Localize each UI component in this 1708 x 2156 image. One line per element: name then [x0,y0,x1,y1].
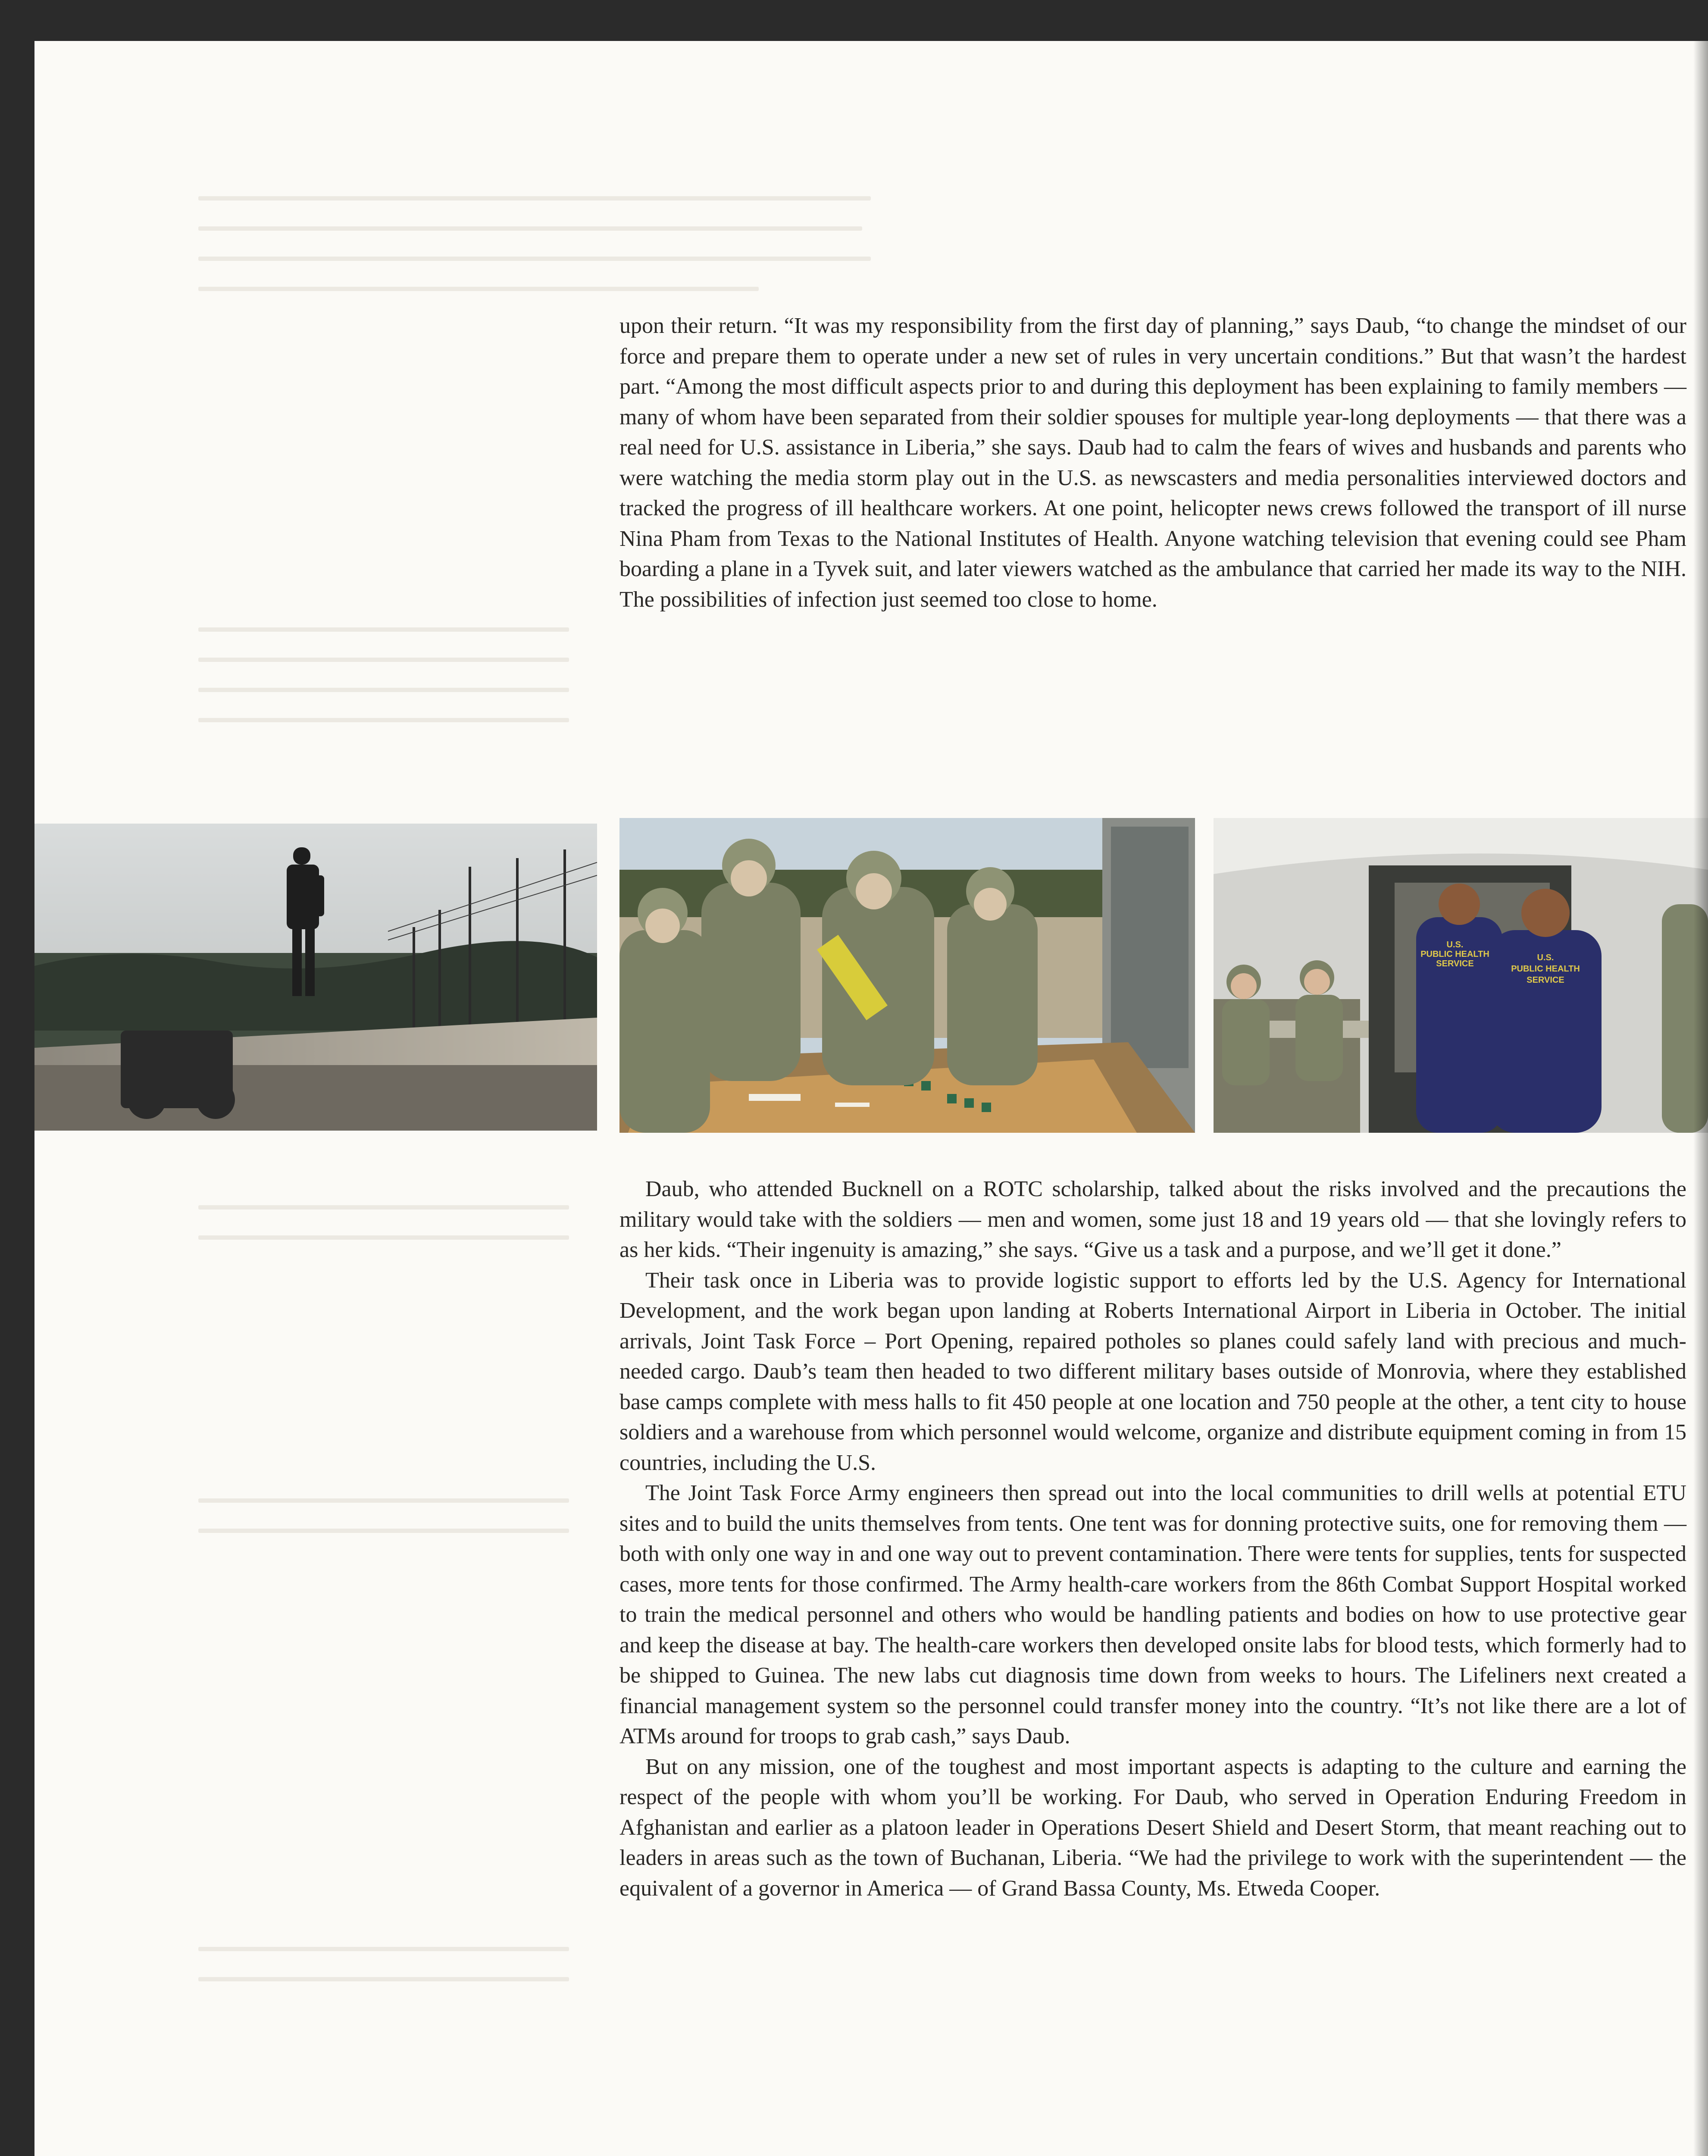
article-text-bottom [619,1174,1686,1904]
article-paragraph: Daub, who attended Bucknell on a ROTC scholarship, talked about the risks involved and the precautions the military would take with the soldiers — men and women, some just 18 and 19 years old — that she lovingly refers to as her kids. “Their ingenuity is amazing,” she says. “Give us a task and a purpose, and we’ll get it done.” [619,1177,1686,1262]
article-paragraph: The Joint Task Force Army engineers then spread out into the local communities to drill wells at potential ETU sites and to build the units themselves from tents. One tent was for donning protective suits, one for removing them — both with only one way in and one way out to prevent contamination. There were tents for supplies, tents for suspected cases, more tents for those confirmed. The Army health-care workers from the 86th Combat Support Hospital worked to train the medical personnel and others who would be handling patients and bodies on how to use protective gear and keep the disease at bay. The health-care workers then developed onsite labs for blood tests, which formerly had to be shipped to Guinea. The new labs cut diagnosis time down from weeks to hours. The Lifeliners next created a financial management system so the personnel could transfer money into the country. “It’s not like there are a lot of ATMs around for troops to grab cash,” says Daub. [619,1481,1686,1749]
svg-text:PUBLIC HEALTH: PUBLIC HEALTH [1420,950,1489,959]
svg-text:SERVICE: SERVICE [1436,959,1474,968]
svg-text:U.S.: U.S. [1446,940,1464,950]
article-paragraph: upon their return. “It was my responsibility from the first day of planning,” says Daub, “to change the mindset of our force and prepare them to operate under a new set of rules in very uncertain conditions.” But that wasn’t the hardest part. “Among the most difficult aspects prior to and during this deployment has been explaining to family members — many of whom have been separated from their soldier spouses for multiple year-long deployments — that there was a real need for U.S. assistance in Liberia,” she says. Daub had to calm the fears of wives and husbands and parents who were watching the media storm play out in the U.S. as newscasters and media personalities interviewed doctors and tracked the progress of ill healthcare workers. At one point, helicopter news crews followed the transport of ill nurse Nina Pham from Texas to the National Institutes of Health. Anyone watching television that evening could see Pham boarding a plane in a Tyvek suit, and later viewers watched as the ambulance that carried her made its way to the NIH. The possibilities of infection just seemed too close to home. [619,313,1686,612]
svg-text:PUBLIC HEALTH: PUBLIC HEALTH [1511,964,1580,974]
photo-public-health-staff-in-tent [1214,818,1708,1133]
photo-soldier-on-bridge [34,824,597,1131]
magazine-page [34,41,1708,2156]
svg-text:SERVICE: SERVICE [1527,975,1564,985]
article-paragraph: Their task once in Liberia was to provide logistic support to efforts led by the U.S. Agency for International Development, and the work began upon landing at Roberts International Airport in Liberia in October. The initial arrivals, Joint Task Force – Port Opening, repaired potholes so planes could safely land with precious and much-needed cargo. Daub’s team then headed to two different military bases outside of Monrovia, where they established base camps complete with mess halls to fit 450 people at one location and 750 people at the other, a tent city to house soldiers and a warehouse from which personnel would welcome, organize and distribute equipment coming in from 15 countries, including the U.S. [619,1268,1686,1475]
article-text-top [619,311,1686,615]
photo-officers-at-terrain-model [619,818,1195,1133]
article-paragraph: But on any mission, one of the toughest and most important aspects is adapting to the culture and earning the respect of the people with whom you’ll be working. For Daub, who served in Operation Enduring Freedom in Afghanistan and earlier as a platoon leader in Operations Desert Shield and Desert Storm, that meant reaching out to leaders in areas such as the town of Buchanan, Liberia. “We had the privilege to work with the superintendent — the equivalent of a governor in America — of Grand Bassa County, Ms. Etweda Cooper. [619,1754,1686,1901]
binding-shadow [1693,41,1708,2156]
svg-text:U.S.: U.S. [1537,953,1554,962]
